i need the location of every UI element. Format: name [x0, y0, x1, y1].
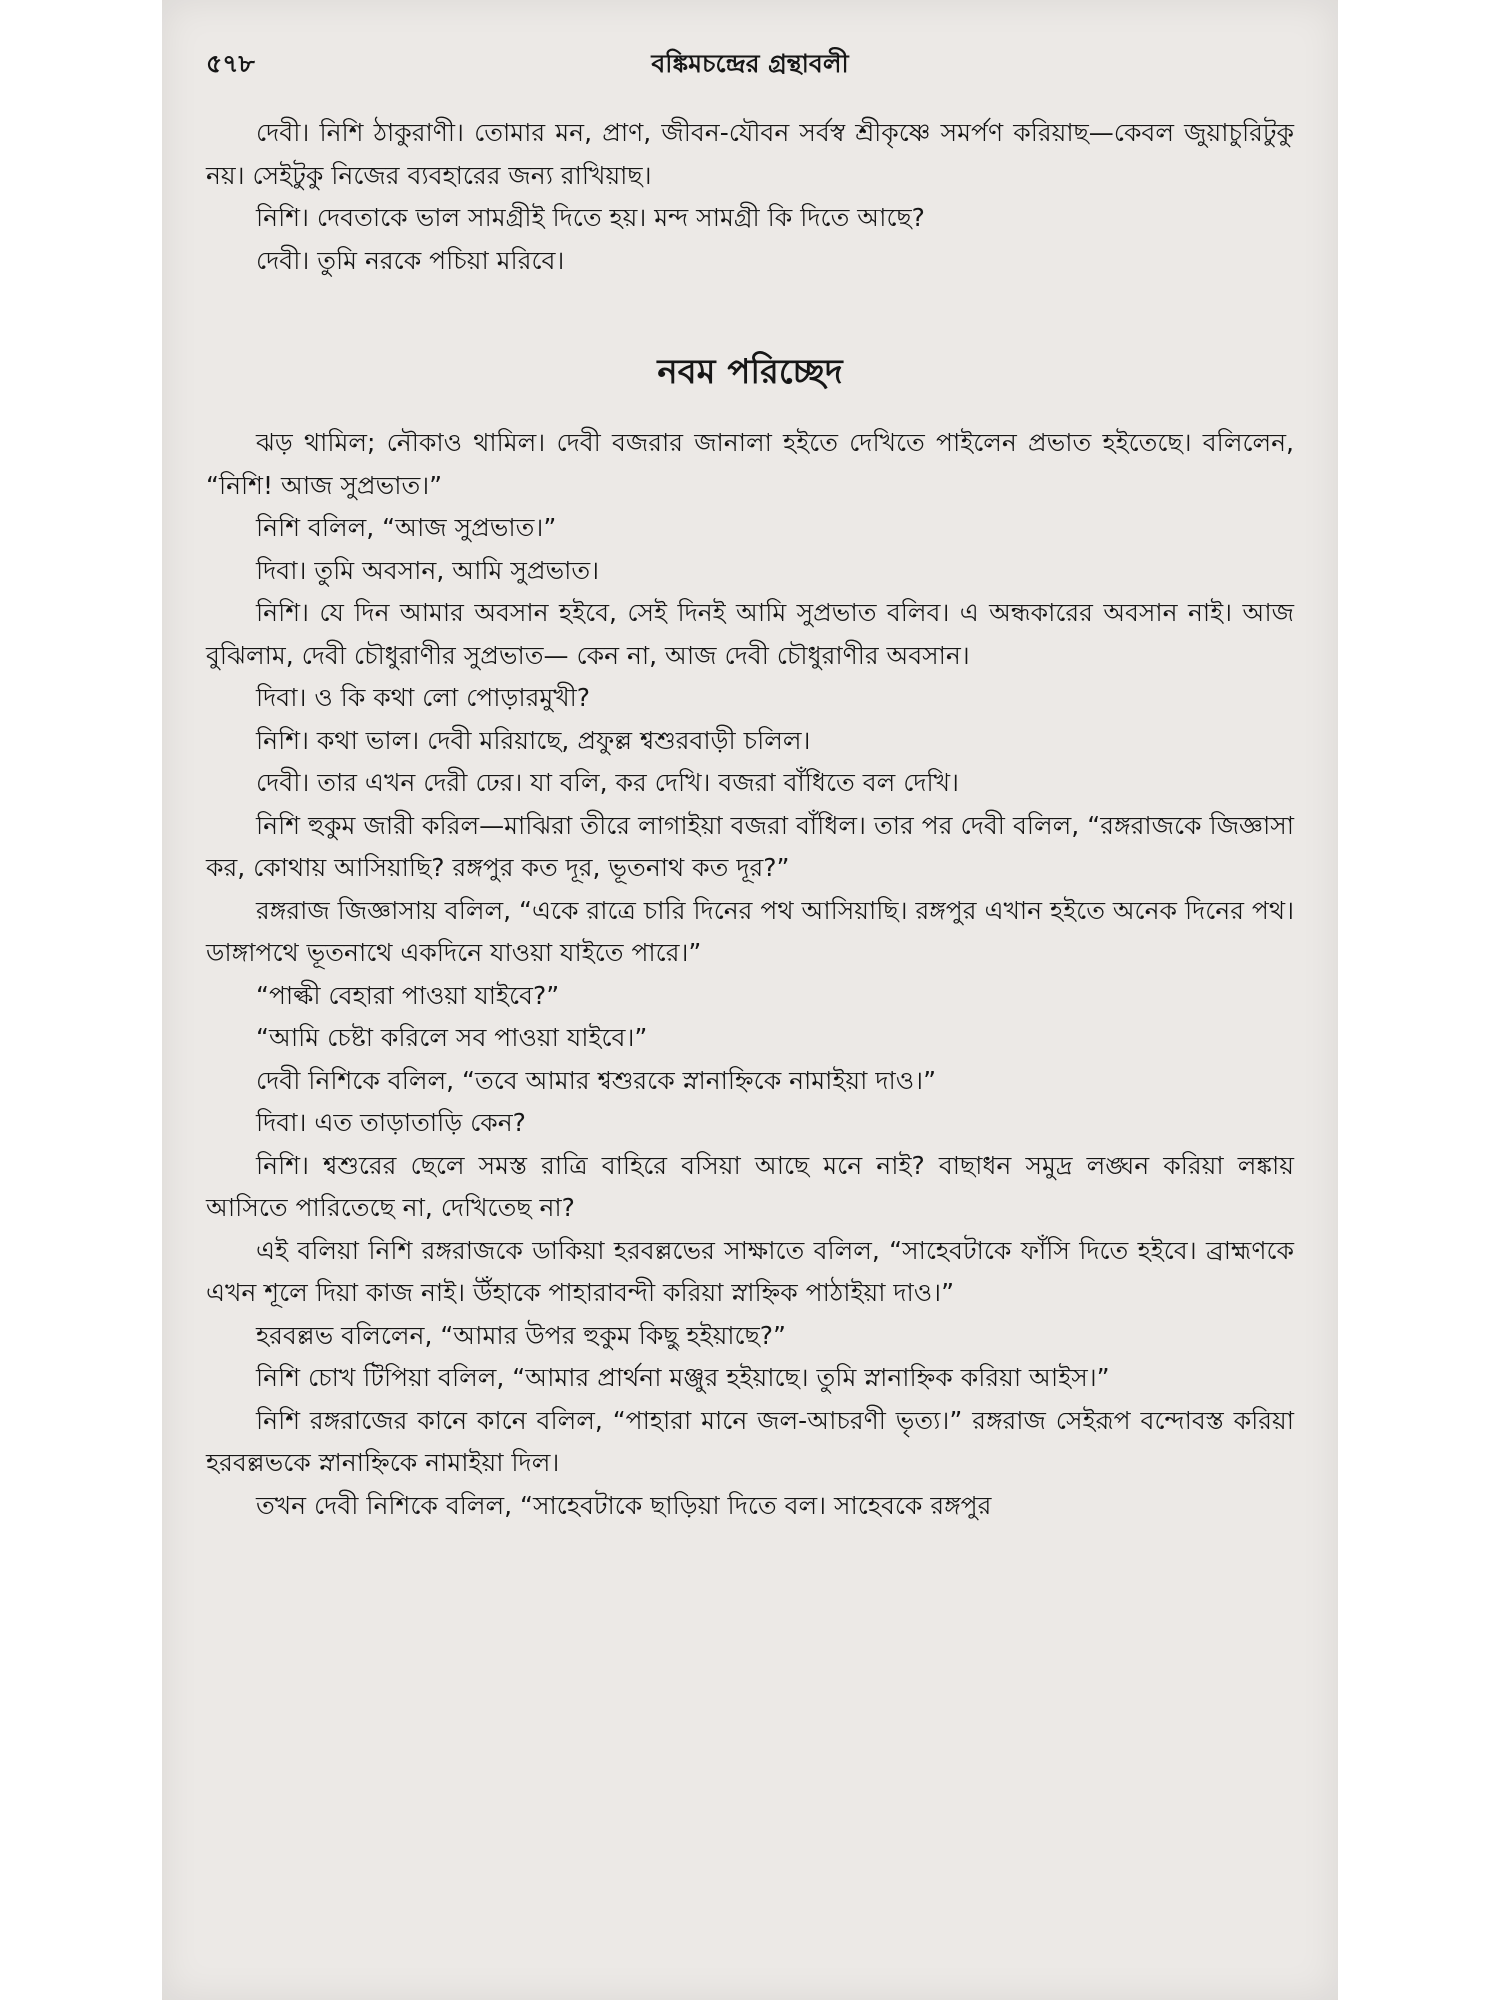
paragraph: নিশি হুকুম জারী করিল—মাঝিরা তীরে লাগাইয়া বজরা বাঁধিল। তার পর দেবী বলিল, “রঙ্গরাজকে জিজ্ঞাসা কর, কোথায় আসিয়াছি? রঙ্গপুর কত দূর, ভূতনাথ কত দূর?” [206, 810, 1294, 882]
running-head-title: বঙ্কিমচন্দ্রের গ্রন্থাবলী [651, 49, 849, 78]
paragraph: দিবা। তুমি অবসান, আমি সুপ্রভাত। [256, 555, 600, 585]
page-header [206, 44, 1294, 84]
body-text [206, 112, 1294, 1527]
paragraph: ঝড় থামিল; নৌকাও থামিল। দেবী বজরার জানালা হইতে দেখিতে পাইলেন প্রভাত হইতেছে। বলিলেন, “নিশি! আজ সুপ্রভাত।” [206, 428, 1294, 500]
paragraph: দেবী। তার এখন দেরী ঢের। যা বলি, কর দেখি। বজরা বাঁধিতে বল দেখি। [256, 768, 959, 797]
paragraph: দেবী নিশিকে বলিল, “তবে আমার শ্বশুরকে স্নানাহ্নিকে নামাইয়া দাও।” [256, 1065, 937, 1095]
paragraph: দেবী। নিশি ঠাকুরাণী। তোমার মন, প্রাণ, জীবন-যৌবন সর্বস্ব শ্রীকৃষ্ণে সমর্পণ করিয়াছ—কেবল জুয়াচুরিটুকু নয়। সেইটুকু নিজের ব্যবহারের জন্য রাখিয়াছ। [206, 118, 1294, 190]
paragraph: দিবা। ও কি কথা লো পোড়ারমুখী? [256, 683, 591, 712]
paragraph: নিশি। দেবতাকে ভাল সামগ্রীই দিতে হয়। মন্দ সামগ্রী কি দিতে আছে? [256, 203, 925, 232]
page-number: ৫৭৮ [206, 49, 255, 78]
paragraph: “পাল্কী বেহারা পাওয়া যাইবে?” [256, 980, 560, 1010]
paragraph: দিবা। এত তাড়াতাড়ি কেন? [256, 1108, 526, 1137]
paragraph: নিশি রঙ্গরাজের কানে কানে বলিল, “পাহারা মানে জল-আচরণী ভৃত্য।” রঙ্গরাজ সেইরূপ বন্দোবস্ত করিয়া হরবল্লভকে স্নানাহ্নিকে নামাইয়া দিল। [206, 1405, 1294, 1477]
book-page [162, 0, 1338, 2000]
paragraph: নিশি। শ্বশুরের ছেলে সমস্ত রাত্রি বাহিরে বসিয়া আছে মনে নাই? বাছাধন সমুদ্র লঙ্ঘন করিয়া লঙ্কায় আসিতে পারিতেছে না, দেখিতেছ না? [206, 1150, 1294, 1222]
paragraph: নিশি বলিল, “আজ সুপ্রভাত।” [256, 513, 557, 542]
paragraph: দেবী। তুমি নরকে পচিয়া মরিবে। [256, 245, 565, 275]
paragraph: নিশি। যে দিন আমার অবসান হইবে, সেই দিনই আমি সুপ্রভাত বলিব। এ অন্ধকারের অবসান নাই। আজ বুঝিলাম, দেবী চৌধুরাণীর সুপ্রভাত— কেন না, আজ দেবী চৌধুরাণীর অবসান। [206, 598, 1294, 670]
scan-margin-left [0, 0, 162, 2000]
paragraph: এই বলিয়া নিশি রঙ্গরাজকে ডাকিয়া হরবল্লভের সাক্ষাতে বলিল, “সাহেবটাকে ফাঁসি দিতে হইবে। ব্রাহ্মণকে এখন শূলে দিয়া কাজ নাই। উঁহাকে পাহারাবন্দী করিয়া স্নাহ্নিক পাঠাইয়া দাও।” [206, 1235, 1294, 1307]
paragraph: রঙ্গরাজ জিজ্ঞাসায় বলিল, “একে রাত্রে চারি দিনের পথ আসিয়াছি। রঙ্গপুর এখান হইতে অনেক দিনের পথ। ডাঙ্গাপথে ভূতনাথে একদিনে যাওয়া যাইতে পারে।” [206, 895, 1295, 967]
paragraph: নিশি। কথা ভাল। দেবী মরিয়াছে, প্রফুল্ল শ্বশুরবাড়ী চলিল। [256, 725, 811, 755]
chapter-heading: নবম পরিচ্ছেদ [657, 352, 843, 392]
paragraph: হরবল্লভ বলিলেন, “আমার উপর হুকুম কিছু হইয়াছে?” [256, 1320, 786, 1350]
paragraph: নিশি চোখ টিপিয়া বলিল, “আমার প্রার্থনা মঞ্জুর হইয়াছে। তুমি স্নানাহ্নিক করিয়া আইস।” [256, 1363, 1110, 1392]
scan-margin-right [1338, 0, 1500, 2000]
paragraph: তখন দেবী নিশিকে বলিল, “সাহেবটাকে ছাড়িয়া দিতে বল। সাহেবকে রঙ্গপুর [256, 1490, 992, 1520]
paragraph: “আমি চেষ্টা করিলে সব পাওয়া যাইবে।” [256, 1023, 648, 1052]
